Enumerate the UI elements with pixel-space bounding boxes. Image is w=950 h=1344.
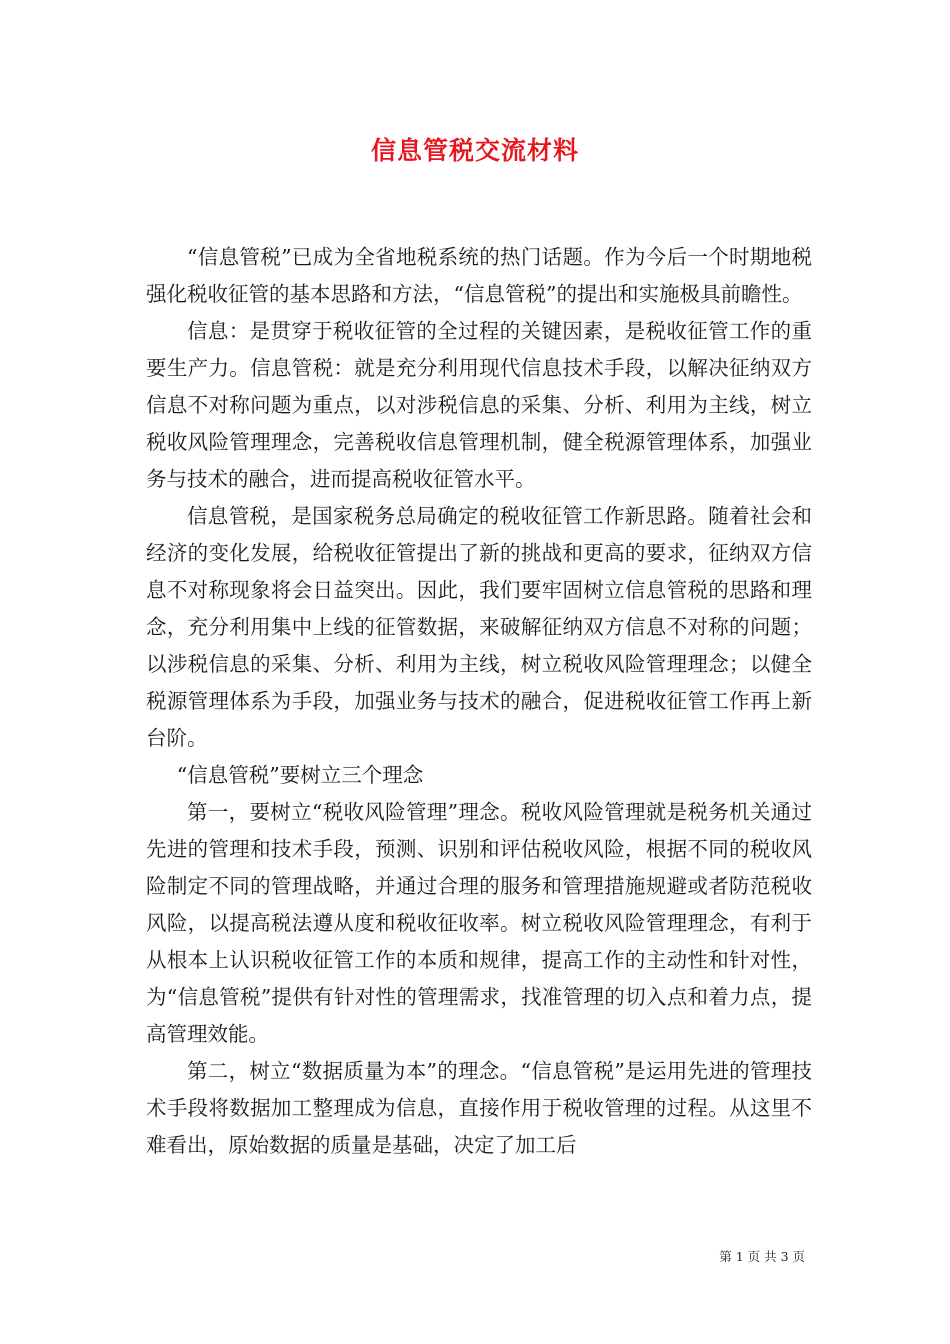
paragraph-5: 第二，树立“数据质量为本”的理念。“信息管税”是运用先进的管理技术手段将数据加工整理成为信息，直接作用于税收管理的过程。从这里不难看出，原始数据的质量是基础，决定了加工后 [146, 1059, 812, 1157]
page-number-footer: 第 1 页 共 3 页 [719, 1249, 805, 1264]
paragraph-4: 第一，要树立“税收风险管理”理念。税收风险管理就是税务机关通过先进的管理和技术手段，预测、识别和评估税收风险，根据不同的税收风险制定不同的管理战略，并通过合理的服务和管理措施规避或者防范税收风险，以提高税法遵从度和税收征收率。树立税收风险管理理念，有利于从根本上认识税收征管工作的本质和规律，提高工作的主动性和针对性，为“信息管税”提供有针对性的管理需求，找准管理的切入点和着力点，提高管理效能。 [146, 800, 812, 1046]
paragraph-2: 信息：是贯穿于税收征管的全过程的关键因素，是税收征管工作的重要生产力。信息管税：就是充分利用现代信息技术手段，以解决征纳双方信息不对称问题为重点，以对涉税信息的采集、分析、利用为主线，树立税收风险管理理念，完善税收信息管理机制，健全税源管理体系，加强业务与技术的融合，进而提高税收征管水平。 [146, 319, 812, 491]
document-title: 信息管税交流材料 [370, 136, 579, 165]
paragraph-3: 信息管税，是国家税务总局确定的税收征管工作新思路。随着社会和经济的变化发展，给税收征管提出了新的挑战和更高的要求，征纳双方信息不对称现象将会日益突出。因此，我们要牢固树立信息管税的思路和理念，充分利用集中上线的征管数据，来破解征纳双方信息不对称的问题；以涉税信息的采集、分析、利用为主线，树立税收风险管理理念；以健全税源管理体系为手段，加强业务与技术的融合，促进税收征管工作再上新台阶。 [146, 504, 812, 750]
document-body [146, 239, 812, 1164]
section-heading: “信息管税”要树立三个理念 [176, 763, 424, 787]
paragraph-1: “信息管税”已成为全省地税系统的热门话题。作为今后一个时期地税强化税收征管的基本思路和方法，“信息管税”的提出和实施极具前瞻性。 [146, 245, 812, 306]
